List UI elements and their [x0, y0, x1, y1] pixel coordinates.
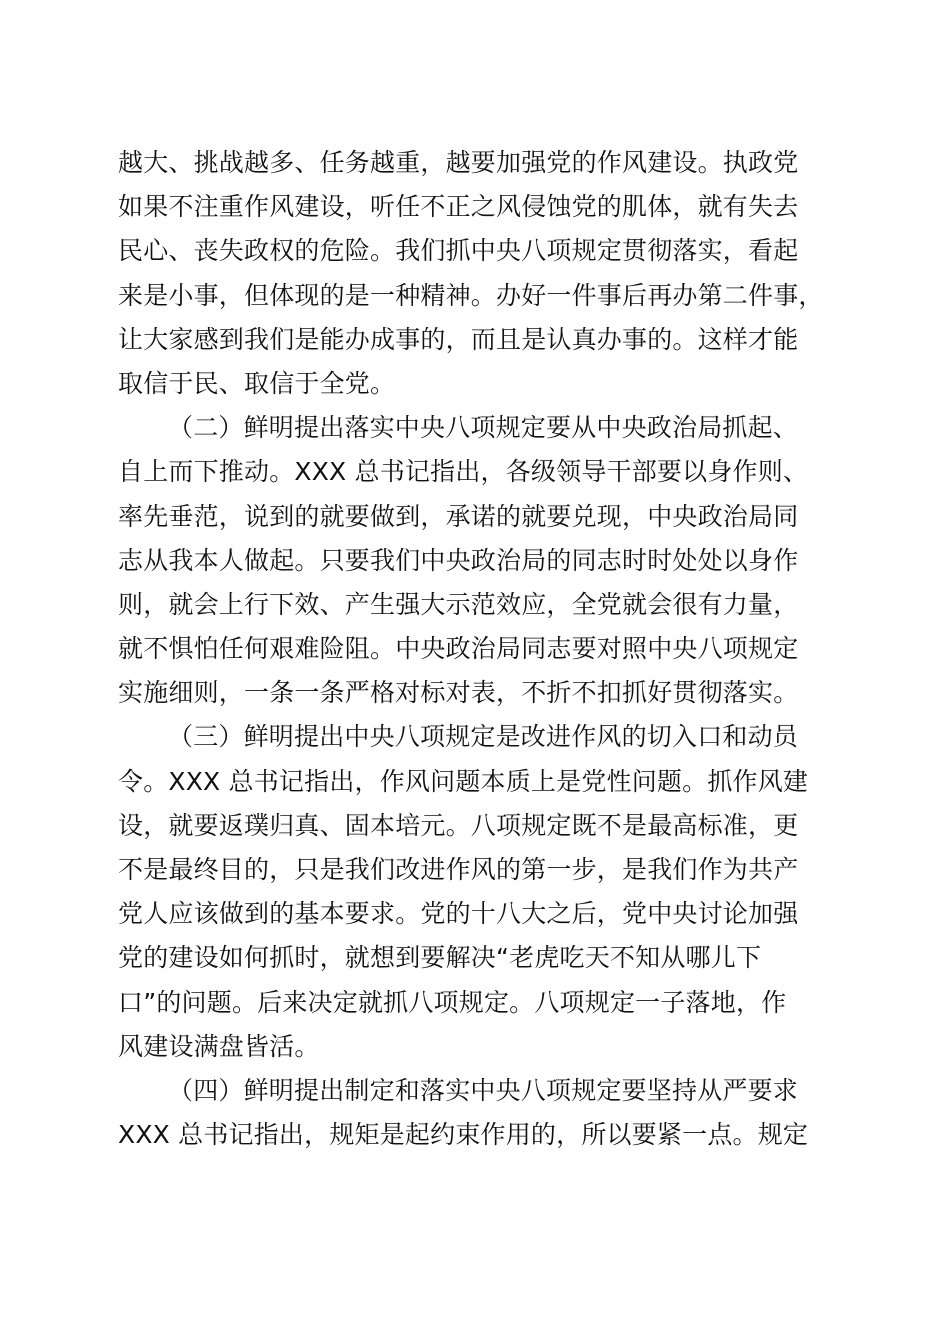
- text-line: 不是最终目的，只是我们改进作风的第一步，是我们作为共产: [118, 855, 799, 884]
- text-line: 党人应该做到的基本要求。党的十八大之后，党中央讨论加强: [118, 899, 799, 929]
- text-line: XXX 总书记指出，规矩是起约束作用的，所以要紧一点。规定: [118, 1120, 809, 1150]
- text-line: 越大、挑战越多、任务越重，越要加强党的作风建设。执政党: [118, 148, 799, 177]
- body-text: [118, 141, 838, 1157]
- section-heading-line: （二）鲜明提出落实中央八项规定要从中央政治局抓起、: [168, 413, 799, 443]
- section-heading-line: （四）鲜明提出制定和落实中央八项规定要坚持从严要求: [168, 1075, 799, 1105]
- text-line: 设，就要返璞归真、固本培元。八项规定既不是最高标准，更: [118, 810, 799, 840]
- text-line: 风建设满盘皆活。: [118, 1031, 320, 1061]
- text-line: 志从我本人做起。只要我们中央政治局的同志时时处处以身作: [118, 545, 799, 575]
- text-line: 就不惧怕任何艰难险阻。中央政治局同志要对照中央八项规定: [118, 634, 799, 664]
- text-line: 令。XXX 总书记指出，作风问题本质上是党性问题。抓作风建: [118, 766, 809, 796]
- text-line: 让大家感到我们是能办成事的，而且是认真办事的。这样才能: [118, 324, 799, 354]
- section-heading-line: （三）鲜明提出中央八项规定是改进作风的切入口和动员: [168, 722, 799, 752]
- text-line: 如果不注重作风建设，听任不正之风侵蚀党的肌体，就有失去: [118, 192, 799, 222]
- text-line: 率先垂范，说到的就要做到，承诺的就要兑现，中央政治局同: [118, 501, 799, 531]
- text-line: 自上而下推动。XXX 总书记指出，各级领导干部要以身作则、: [118, 457, 809, 487]
- text-line: 来是小事，但体现的是一种精神。办好一件事后再办第二件事，: [118, 280, 824, 310]
- text-line: 口”的问题。后来决定就抓八项规定。八项规定一子落地，作: [118, 987, 787, 1017]
- text-line: 则，就会上行下效、产生强大示范效应，全党就会很有力量，: [118, 589, 799, 619]
- text-line: 实施细则，一条一条严格对标对表，不折不扣抓好贯彻落实。: [118, 678, 799, 708]
- text-line: 党的建设如何抓时，就想到要解决“老虎吃天不知从哪儿下: [118, 943, 762, 973]
- text-line: 取信于民、取信于全党。: [118, 368, 396, 398]
- text-line: 民心、丧失政权的危险。我们抓中央八项规定贯彻落实，看起: [118, 236, 799, 266]
